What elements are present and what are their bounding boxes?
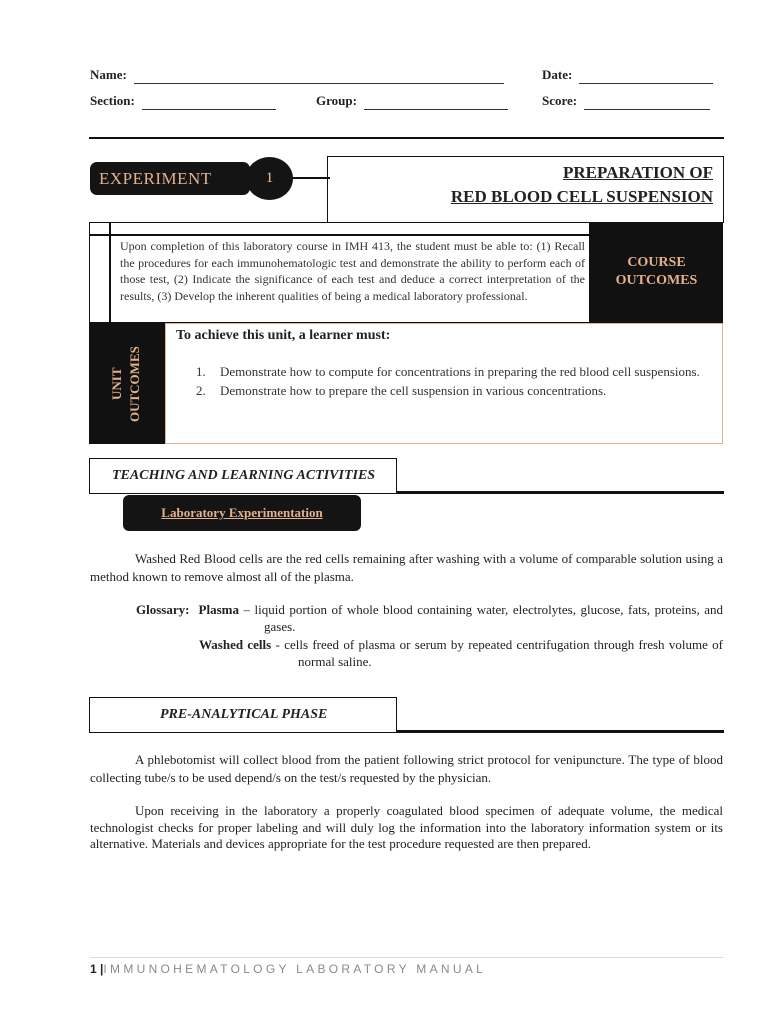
experiment-connector — [290, 177, 330, 179]
glossary-term-plasma: Plasma — [198, 602, 239, 617]
experiment-title-line1: PREPARATION OF — [562, 163, 713, 182]
score-label: Score: — [542, 93, 578, 108]
list-item — [196, 362, 714, 381]
course-outcomes-label-line2: OUTCOMES — [615, 273, 698, 288]
washed-rbc-text: Washed Red Blood cells are the red cells remaining after washing with a volume of comparable solution using a method known to remove almost all of the plasma. — [90, 551, 723, 584]
course-outcomes-inner-rule-h — [89, 234, 590, 236]
tla-rule — [396, 491, 724, 494]
section-field[interactable] — [90, 92, 290, 110]
list-item-number: 2. — [196, 383, 206, 398]
pre-analytical-heading: PRE-ANALYTICAL PHASE — [160, 707, 328, 722]
lab-experimentation-label[interactable]: Laboratory Experimentation — [161, 505, 323, 520]
lab-experimentation-tag[interactable] — [123, 495, 361, 531]
unit-outcomes-heading: To achieve this unit, a learner must: — [176, 328, 391, 343]
group-line[interactable] — [364, 97, 508, 110]
experiment-title-line2: RED BLOOD CELL SUSPENSION — [450, 187, 713, 206]
glossary-def-washed-cells: - cells freed of plasma or serum by repeated centrifugation through fresh volume of normal saline. — [275, 637, 723, 669]
name-label: Name: — [90, 67, 127, 82]
pre-analytical-paragraph-1 — [90, 751, 723, 787]
score-field[interactable] — [542, 92, 722, 110]
pre-analytical-paragraph-2 — [90, 803, 723, 853]
glossary-washed-cells — [199, 636, 723, 670]
section-label: Section: — [90, 93, 135, 108]
list-item-text: Demonstrate how to prepare the cell suspension in various concentrations. — [220, 383, 607, 398]
name-line[interactable] — [134, 71, 504, 84]
name-field[interactable] — [90, 66, 510, 84]
date-label: Date: — [542, 67, 573, 82]
date-line[interactable] — [579, 71, 713, 84]
unit-outcomes-label-line2: OUTCOMES — [127, 346, 142, 422]
footer-separator: | — [100, 962, 104, 976]
unit-outcomes-label-box — [89, 323, 165, 444]
glossary-def-plasma: – liquid portion of whole blood containing water, electrolytes, glucose, fats, proteins, and gases. — [243, 602, 723, 634]
date-field[interactable] — [542, 66, 722, 84]
score-line[interactable] — [584, 97, 710, 110]
experiment-number: 1 — [246, 157, 293, 200]
unit-outcomes-label — [108, 337, 148, 431]
section-line[interactable] — [142, 97, 276, 110]
experiment-label: EXPERIMENT — [90, 162, 250, 195]
group-label: Group: — [316, 93, 357, 108]
header-divider — [89, 137, 724, 139]
course-outcomes-text: Upon completion of this laboratory course in IMH 413, the student must be able to: (1) Recall the procedures for each immunohematologic test and demonstrate the ability to perform each of those test, (2) Indicate the significance of each test and deduce a correct interpretation of the results, (3) Develop the inherent qualities of being a medical laboratory professional. — [120, 239, 585, 303]
pre-analytical-text-2: Upon receiving in the laboratory a properly coagulated blood specimen of adequate volume, the medical technologist checks for proper labeling and will duly log the information into the laboratory information system or its alternative. Materials and devices appropriate for the test procedure requested are then prepared. — [90, 803, 723, 852]
experiment-title-box — [327, 156, 724, 223]
unit-outcomes-list — [196, 362, 714, 400]
pre-analytical-heading-box — [89, 697, 397, 733]
glossary-plasma — [136, 601, 723, 635]
page-footer — [90, 962, 486, 976]
list-item — [196, 381, 714, 400]
unit-outcomes-label-line1: UNIT — [109, 367, 124, 401]
page-number: 1 — [90, 962, 97, 976]
footer-rule — [90, 957, 724, 958]
course-outcomes-inner-rule-v — [109, 222, 111, 323]
manual-title: IMMUNOHEMATOLOGY LABORATORY MANUAL — [103, 962, 487, 976]
glossary-label: Glossary: — [136, 602, 190, 617]
list-item-text: Demonstrate how to compute for concentrations in preparing the red blood cell suspensions. — [220, 364, 700, 379]
tla-heading: TEACHING AND LEARNING ACTIVITIES — [112, 468, 376, 483]
pre-analytical-text-1: A phlebotomist will collect blood from the patient following strict protocol for venipuncture. The type of blood collecting tube/s to be used depend/s on the test/s requested by the physician. — [90, 752, 723, 785]
list-item-number: 1. — [196, 364, 206, 379]
pre-analytical-rule — [396, 730, 724, 733]
course-outcomes-label-box — [590, 222, 723, 323]
tla-heading-box — [89, 458, 397, 494]
washed-rbc-paragraph — [90, 550, 723, 586]
glossary-term-washed-cells: Washed cells — [199, 637, 272, 652]
course-outcomes-label-line1: COURSE — [627, 255, 686, 270]
group-field[interactable] — [316, 92, 516, 110]
course-outcomes-label — [590, 254, 723, 290]
